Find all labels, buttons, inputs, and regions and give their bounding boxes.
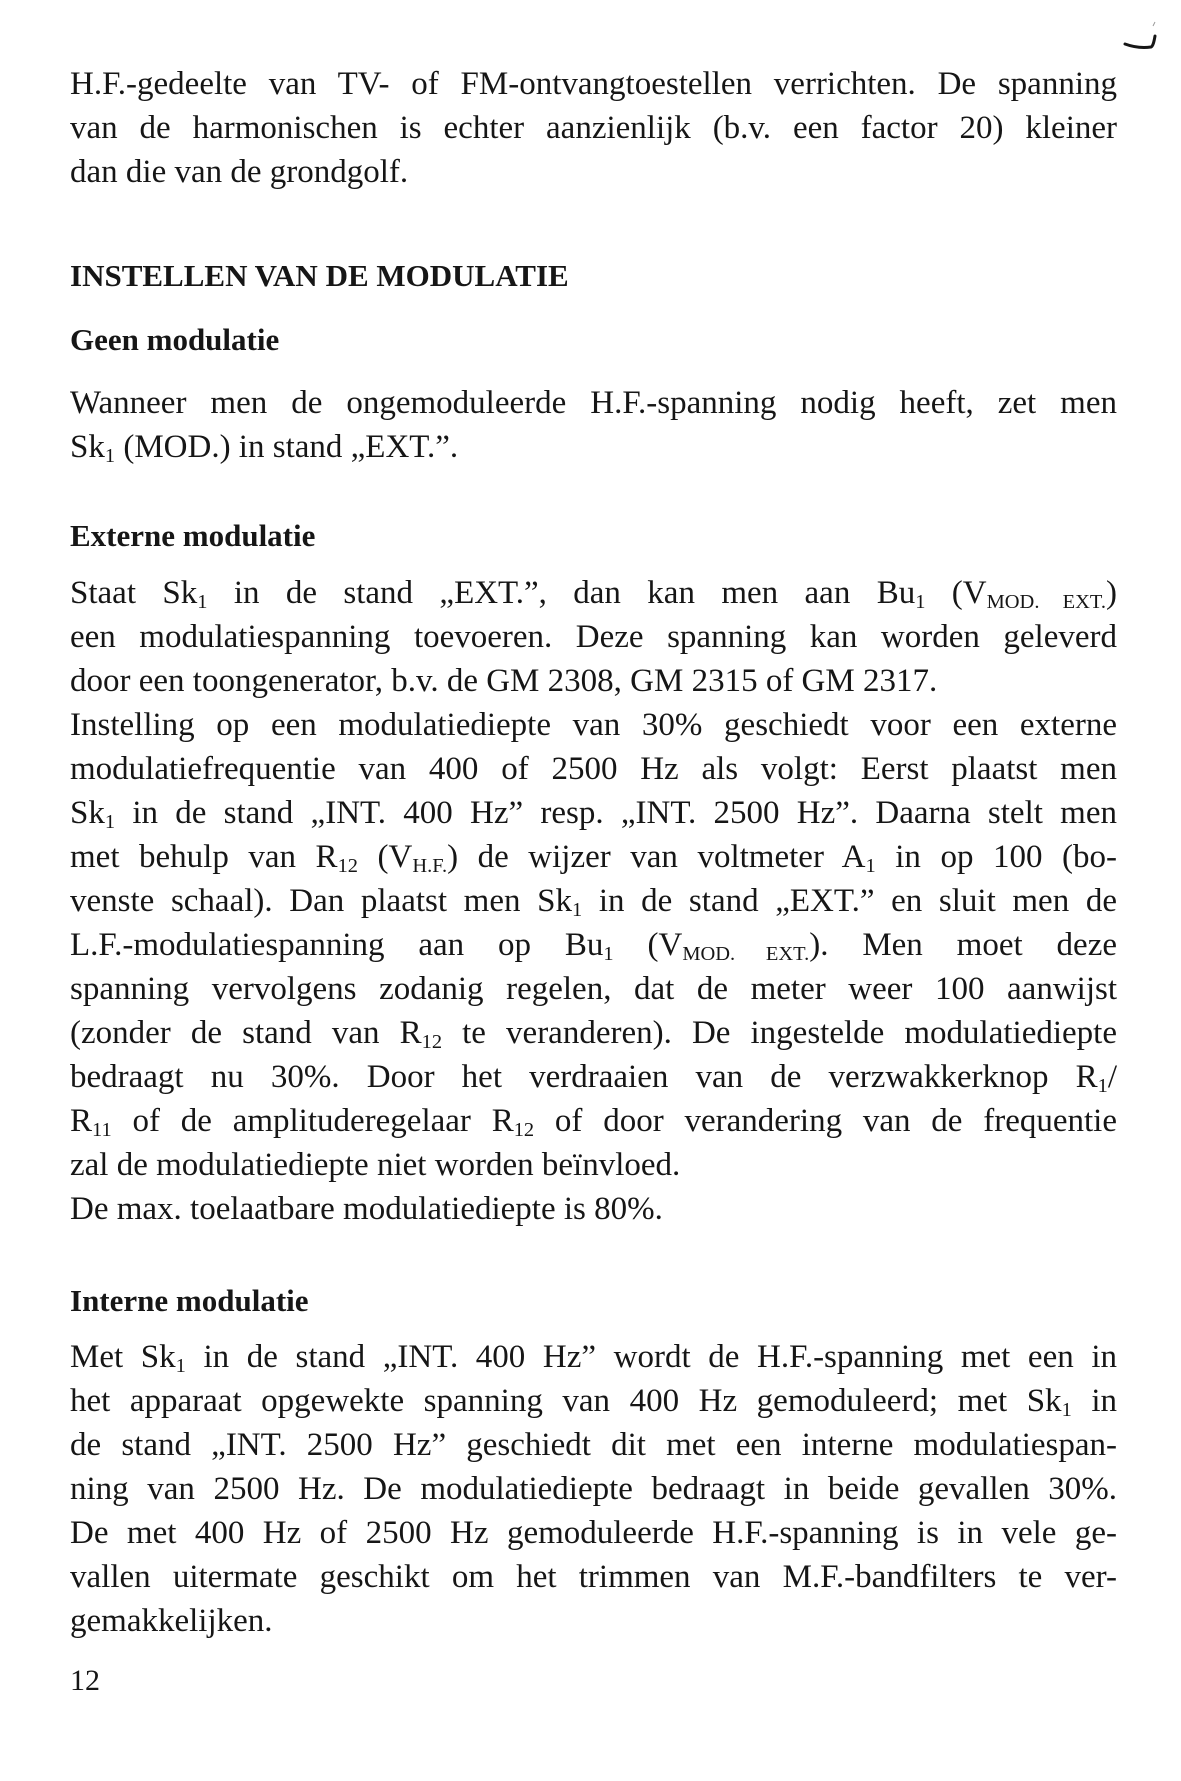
subscript: 1 bbox=[104, 445, 116, 468]
text-line: Wanneer men de ongemoduleerde H.F.-spanning nodig heeft, zet men bbox=[70, 385, 1117, 421]
subscript: 1 bbox=[915, 591, 926, 614]
text-line bbox=[70, 879, 1117, 923]
text-span: te veranderen). De ingestelde modulatiediepte bbox=[442, 1015, 1117, 1051]
text-line: modulatiefrequentie van 400 of 2500 Hz als volgt: Eerst plaatst men bbox=[70, 751, 1117, 787]
text-span: Met Sk bbox=[70, 1339, 176, 1375]
text-span: ) de wijzer van voltmeter A bbox=[447, 839, 866, 875]
text-span: Sk bbox=[70, 429, 105, 465]
text-span: in bbox=[1071, 1383, 1118, 1419]
text-line bbox=[70, 571, 1117, 615]
subheading-geen-modulatie: Geen modulatie bbox=[70, 322, 280, 357]
text-line: de stand „INT. 2500 Hz” geschiedt dit met een interne modulatiespan- bbox=[70, 1427, 1117, 1463]
text-line bbox=[70, 425, 1117, 469]
text-line bbox=[70, 923, 1117, 967]
interne-modulatie-paragraph bbox=[70, 1335, 1117, 1643]
text-span: (V bbox=[613, 927, 683, 963]
text-line bbox=[70, 835, 1117, 879]
text-span: bedraagt nu 30%. Door het verdraaien van de verzwakkerknop R bbox=[70, 1059, 1098, 1095]
externe-modulatie-paragraph-2 bbox=[70, 703, 1117, 1231]
externe-modulatie-paragraph-1 bbox=[70, 571, 1117, 703]
text-line: spanning vervolgens zodanig regelen, dat de meter weer 100 aanwijst bbox=[70, 971, 1117, 1007]
text-span: het apparaat opgewekte spanning van 400 Hz gemoduleerd; met Sk bbox=[70, 1383, 1062, 1419]
subscript: H.F. bbox=[412, 855, 448, 878]
subscript: 12 bbox=[337, 855, 359, 878]
text-span: in de stand „INT. 400 Hz” wordt de H.F.-spanning met een in bbox=[185, 1339, 1117, 1375]
text-line: een modulatiespanning toevoeren. Deze spanning kan worden geleverd bbox=[70, 619, 1117, 655]
subscript: 1 bbox=[571, 899, 583, 922]
subscript: 1 bbox=[603, 943, 614, 966]
subheading-externe-modulatie: Externe modulatie bbox=[70, 518, 316, 553]
text-span: ). Men moet deze bbox=[809, 927, 1117, 963]
subscript: 11 bbox=[92, 1119, 112, 1142]
text-line: Instelling op een modulatiediepte van 30% geschiedt voor een externe bbox=[70, 707, 1117, 743]
subscript: 1 bbox=[197, 591, 208, 614]
text-span: in de stand „INT. 400 Hz” resp. „INT. 2500 Hz”. Daarna stelt men bbox=[115, 795, 1117, 831]
text-span: of door verandering van de frequentie bbox=[534, 1103, 1117, 1139]
text-line: De max. toelaatbare modulatiediepte is 80%. bbox=[70, 1191, 663, 1227]
text-span: Staat Sk bbox=[70, 575, 198, 611]
text-line: gemakkelijken. bbox=[70, 1603, 273, 1639]
text-line bbox=[70, 791, 1117, 835]
intro-line: H.F.-gedeelte van TV- of FM-ontvangtoestellen verrichten. De spanning bbox=[70, 66, 1117, 102]
text-span: L.F.-modulatiespanning aan op Bu bbox=[70, 927, 604, 963]
text-span: (V bbox=[925, 575, 987, 611]
intro-line: dan die van de grondgolf. bbox=[70, 154, 409, 190]
text-line bbox=[70, 1099, 1117, 1143]
intro-paragraph bbox=[70, 62, 1117, 194]
text-span: venste schaal). Dan plaatst men Sk bbox=[70, 883, 572, 919]
subscript: 1 bbox=[865, 855, 876, 878]
section-title: INSTELLEN VAN DE MODULATIE bbox=[70, 258, 569, 293]
text-line: vallen uitermate geschikt om het trimmen van M.F.-bandfilters te ver- bbox=[70, 1559, 1117, 1595]
text-line bbox=[70, 1055, 1117, 1099]
text-span: (zonder de stand van R bbox=[70, 1015, 422, 1051]
text-line bbox=[70, 1379, 1117, 1423]
subscript: 1 bbox=[1097, 1075, 1108, 1098]
text-line: door een toongenerator, b.v. de GM 2308, GM 2315 of GM 2317. bbox=[70, 663, 938, 699]
text-line: De met 400 Hz of 2500 Hz gemoduleerde H.F.-spanning is in vele ge- bbox=[70, 1515, 1117, 1551]
text-span: in de stand „EXT.”, dan kan men aan Bu bbox=[207, 575, 916, 611]
text-line bbox=[70, 1011, 1117, 1055]
text-span: / bbox=[1107, 1059, 1117, 1095]
subscript: 1 bbox=[1061, 1399, 1072, 1422]
subscript: 12 bbox=[421, 1031, 443, 1054]
text-line: ning van 2500 Hz. De modulatiediepte bedraagt in beide gevallen 30%. bbox=[70, 1471, 1117, 1507]
text-span: in de stand „EXT.” en sluit men de bbox=[582, 883, 1117, 919]
text-span: met behulp van R bbox=[70, 839, 338, 875]
text-span: ) bbox=[1105, 575, 1117, 611]
text-span: (MOD.) in stand „EXT.”. bbox=[115, 429, 459, 465]
subscript: MOD. EXT. bbox=[682, 943, 810, 966]
subscript: 1 bbox=[104, 811, 116, 834]
subheading-interne-modulatie: Interne modulatie bbox=[70, 1283, 309, 1318]
text-span: of de amplituderegelaar R bbox=[111, 1103, 514, 1139]
text-span: in op 100 (bo- bbox=[875, 839, 1117, 875]
text-line: zal de modulatiediepte niet worden beïnvloed. bbox=[70, 1147, 681, 1183]
subscript: 1 bbox=[175, 1355, 186, 1378]
intro-line: van de harmonischen is echter aanzienlijk (b.v. een factor 20) kleiner bbox=[70, 110, 1117, 146]
text-span: (V bbox=[358, 839, 413, 875]
check-mark-icon bbox=[1123, 20, 1159, 52]
text-span: Sk bbox=[70, 795, 105, 831]
geen-modulatie-paragraph bbox=[70, 381, 1117, 469]
subscript: 12 bbox=[513, 1119, 535, 1142]
subscript: MOD. EXT. bbox=[986, 591, 1106, 614]
text-line bbox=[70, 1335, 1117, 1379]
text-span: R bbox=[70, 1103, 93, 1139]
page-number: 12 bbox=[70, 1664, 100, 1697]
